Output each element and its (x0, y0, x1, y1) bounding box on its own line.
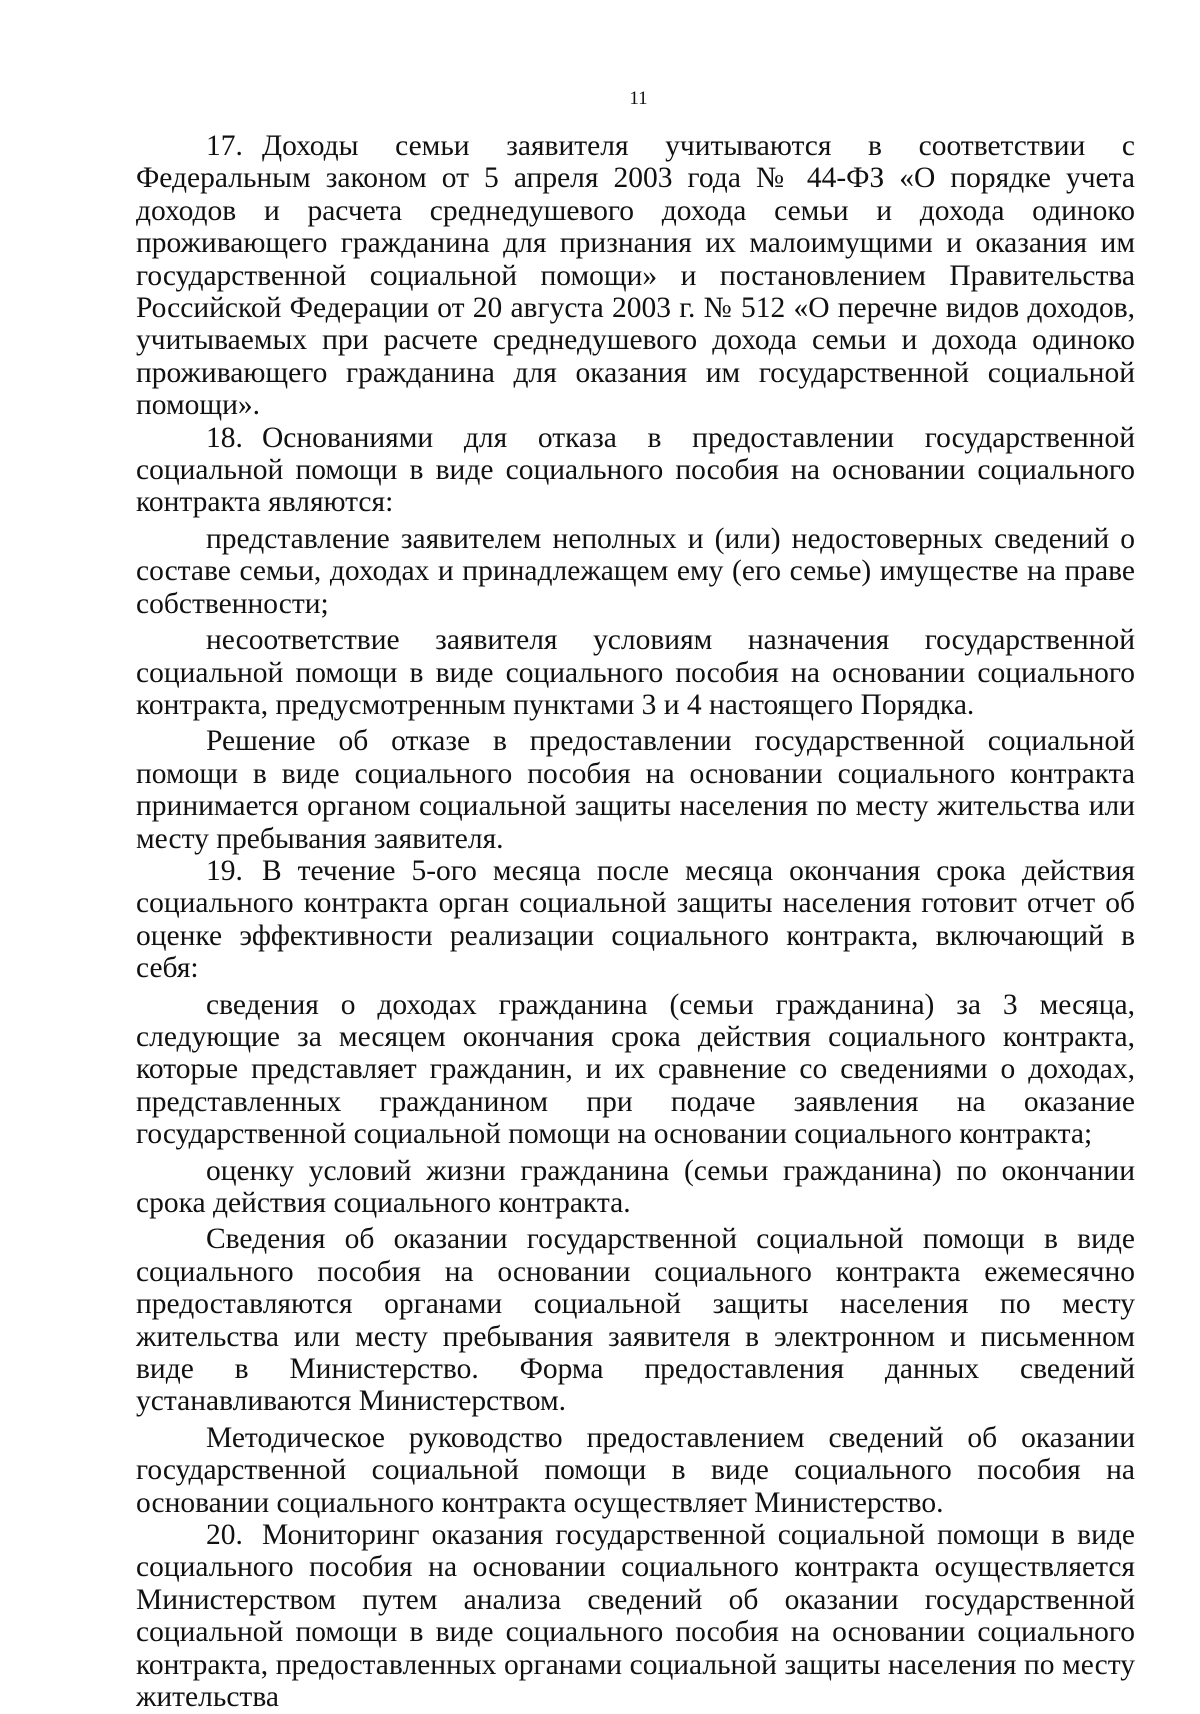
paragraph-monthly-reporting (136, 1223, 1135, 1417)
paragraph-18-item-noncompliance (136, 624, 1135, 721)
paragraph-number: 18. (206, 421, 243, 454)
paragraph-text: представление заявителем неполных и (или) недостоверных сведений о составе семьи, доходах и принадлежащем ему (его семье) имуществе на праве собственности; (136, 522, 1135, 620)
paragraph-text: несоответствие заявителя условиям назначения государственной социальной помощи в виде социального пособия на основании социального контракта, предусмотренным пунктами 3 и 4 настоящего Порядка. (136, 624, 1135, 721)
paragraph-19 (136, 855, 1135, 985)
page-number: 11 (629, 88, 648, 109)
paragraph-text: сведения о доходах гражданина (семьи гражданина) за 3 месяца, следующие за месяцем окончания срока действия социального контракта, которые представляет гражданин, и их сравнение со сведениями о доходах, представленных гражданином при подаче заявления на оказание государственной социальной помощи на основании социального контракта; (136, 988, 1135, 1151)
paragraph-text: Мониторинг оказания государственной социальной помощи в виде социального пособия на основании социального контракта осуществляется Министерством путем анализа сведений об оказании государственной социальной помощи в виде социального пособия на основании социального контракта, предоставленных органами социальной защиты населения по месту жительства (136, 1519, 1135, 1714)
paragraph-number: 20. (206, 1519, 243, 1552)
paragraph-text: Методическое руководство предоставлением сведений об оказании государственной социальной помощи в виде социального пособия на основании социального контракта осуществляет Министерство. (136, 1421, 1135, 1519)
paragraph-methodical-guidance (136, 1422, 1135, 1519)
paragraph-19-item-income-info (136, 989, 1135, 1151)
paragraph-number: 17. (206, 130, 243, 162)
paragraph-18-item-incomplete-info (136, 523, 1135, 620)
paragraph-text: Доходы семьи заявителя учитываются в соответствии с Федеральным законом от 5 апреля 2003 года № 44-ФЗ «О порядке учета доходов и расчета среднедушевого дохода семьи и дохода одиноко проживающего гражданина для признания их малоимущими и оказания им государственной социальной помощи» и постановлением Правительства Российской Федерации от 20 августа 2003 г. № 512 «О перечне видов доходов, учитываемых при расчете среднедушевого дохода семьи и дохода одиноко проживающего гражданина для оказания им государственной социальной помощи». (136, 130, 1135, 422)
paragraph-text: Сведения об оказании государственной социальной помощи в виде социального пособия на основании социального контракта ежемесячно предоставляются органами социальной защиты населения по месту жительства или месту пребывания заявителя в электронном и письменном виде в Министерство. Форма предоставления данных сведений устанавливаются Министерством. (136, 1223, 1135, 1418)
paragraph-refusal-decision (136, 725, 1135, 855)
paragraph-20 (136, 1519, 1135, 1713)
paragraph-number: 19. (206, 854, 243, 887)
paragraph-text: оценку условий жизни гражданина (семьи гражданина) по окончании срока действия социального контракта. (136, 1154, 1135, 1219)
paragraph-18 (136, 422, 1135, 519)
paragraph-text: Основаниями для отказа в предоставлении государственной социальной помощи в виде социального пособия на основании социального контракта являются: (136, 421, 1135, 519)
paragraph-17 (136, 130, 1135, 422)
paragraph-text: Решение об отказе в предоставлении государственной социальной помощи в виде социального пособия на основании социального контракта принимается органом социальной защиты населения по месту жительства или месту пребывания заявителя. (136, 725, 1135, 855)
paragraph-19-item-living-conditions (136, 1155, 1135, 1220)
paragraph-text: В течение 5-ого месяца после месяца окончания срока действия социального контракта орган социальной защиты населения готовит отчет об оценке эффективности реализации социального контракта, включающий в себя: (136, 854, 1135, 985)
